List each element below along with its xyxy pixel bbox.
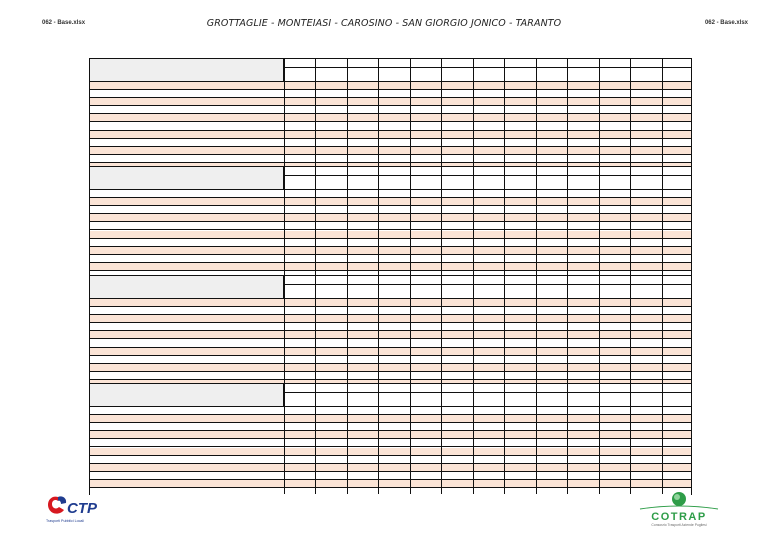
timetable-row (90, 456, 691, 464)
timetable-row (90, 90, 691, 98)
timetable-row (90, 439, 691, 447)
ctp-logo-caption: Trasporti Pubblici Locali (46, 519, 85, 523)
timetable-column-line (504, 167, 505, 277)
timetable-row (90, 315, 691, 323)
timetable-row (90, 198, 691, 206)
timetable-row (90, 222, 691, 230)
timetable-column-line (315, 276, 316, 386)
timetable-row (90, 82, 691, 90)
timetable-column-line (284, 167, 285, 277)
timetable-column-line (441, 59, 442, 169)
timetable-row (90, 448, 691, 456)
timetable-row (90, 98, 691, 106)
timetable-column-line (347, 59, 348, 169)
timetable-column-line (662, 276, 663, 386)
timetable-column-line (567, 276, 568, 386)
timetable-row (90, 190, 691, 198)
timetable-column-line (410, 384, 411, 494)
timetable-block (89, 383, 692, 495)
timetable-column-line (536, 384, 537, 494)
timetable-block (89, 275, 692, 387)
timetable-column-line (378, 384, 379, 494)
timetable-column-line (378, 59, 379, 169)
timetable-column-line (662, 167, 663, 277)
timetable-row (90, 307, 691, 315)
timetable-column-line (473, 276, 474, 386)
timetable-row (90, 231, 691, 239)
timetable-column-line (662, 384, 663, 494)
timetable-row (90, 106, 691, 114)
timetable-column-line (378, 167, 379, 277)
cotrap-logo-caption: Consorzio Trasporti Aziende Pugliesi (651, 523, 707, 527)
timetable-column-line (284, 384, 285, 494)
timetable-column-line (315, 384, 316, 494)
timetable-column-line (630, 167, 631, 277)
timetable-row (90, 472, 691, 480)
timetable-row (90, 340, 691, 348)
timetable-header-row (90, 167, 691, 190)
timetable-column-line (567, 384, 568, 494)
timetable-row (90, 114, 691, 122)
timetable-column-line (315, 59, 316, 169)
timetable-header-label-cell (90, 276, 284, 298)
timetable-row (90, 299, 691, 307)
timetable-header-row (90, 384, 691, 407)
timetable-header-label-cell (90, 167, 284, 189)
timetable-row (90, 155, 691, 163)
timetable-column-line (504, 59, 505, 169)
timetable-row (90, 323, 691, 331)
header-right-label: 062 - Base.xlsx (704, 20, 748, 26)
timetable-column-line (536, 276, 537, 386)
timetable-row (90, 464, 691, 472)
timetable-row (90, 239, 691, 247)
timetable-column-line (378, 276, 379, 386)
timetable-row (90, 415, 691, 423)
timetable-row (90, 247, 691, 255)
timetable-column-line (315, 167, 316, 277)
timetable-column-line (504, 384, 505, 494)
timetable-column-line (347, 276, 348, 386)
timetable-column-line (347, 384, 348, 494)
timetable-column-line (536, 59, 537, 169)
timetable-row (90, 423, 691, 431)
timetable-column-line (410, 276, 411, 386)
timetable-row (90, 364, 691, 372)
timetable-column-line (630, 384, 631, 494)
timetable-row (90, 147, 691, 155)
ctp-logo (44, 489, 112, 525)
timetable-row (90, 331, 691, 339)
timetable-row (90, 488, 691, 496)
cotrap-logo (636, 490, 722, 528)
timetable-column-line (284, 276, 285, 386)
timetable-row (90, 206, 691, 214)
timetable-column-line (441, 276, 442, 386)
timetable-block (89, 166, 692, 278)
timetable-row (90, 431, 691, 439)
timetable-column-line (473, 59, 474, 169)
timetable-column-line (410, 59, 411, 169)
timetable-row (90, 356, 691, 364)
timetable-column-line (599, 59, 600, 169)
timetable-row (90, 139, 691, 147)
timetable-header-row (90, 276, 691, 299)
timetable-column-line (473, 167, 474, 277)
timetable-column-line (599, 276, 600, 386)
header-left-label: 062 - Base.xlsx (42, 20, 86, 26)
timetable-row (90, 214, 691, 222)
timetable-row (90, 372, 691, 380)
timetable-row (90, 123, 691, 131)
timetable-column-line (567, 167, 568, 277)
timetable-row (90, 480, 691, 488)
timetable-block (89, 58, 692, 170)
timetable-row (90, 131, 691, 139)
timetable-row (90, 255, 691, 263)
cotrap-logo-text: COTRAP (651, 511, 707, 523)
ctp-logo-text: CTP (67, 500, 97, 517)
timetable-column-line (504, 276, 505, 386)
timetable-column-line (410, 167, 411, 277)
timetable-column-line (441, 384, 442, 494)
timetable-row (90, 263, 691, 271)
timetable-row (90, 407, 691, 415)
timetable-column-line (473, 384, 474, 494)
timetable-column-line (630, 276, 631, 386)
timetable-header-row (90, 59, 691, 82)
page-title: GROTTAGLIE - MONTEIASI - CAROSINO - SAN GIORGIO JONICO - TARANTO (206, 18, 562, 29)
timetable-row (90, 348, 691, 356)
timetable-column-line (284, 59, 285, 169)
timetable-column-line (630, 59, 631, 169)
timetable-column-line (662, 59, 663, 169)
timetable-header-label-cell (90, 59, 284, 81)
timetable-column-line (536, 167, 537, 277)
timetable-column-line (599, 384, 600, 494)
timetable-column-line (599, 167, 600, 277)
timetable-column-line (347, 167, 348, 277)
timetable-header-label-cell (90, 384, 284, 406)
timetable-column-line (567, 59, 568, 169)
timetable-column-line (441, 167, 442, 277)
